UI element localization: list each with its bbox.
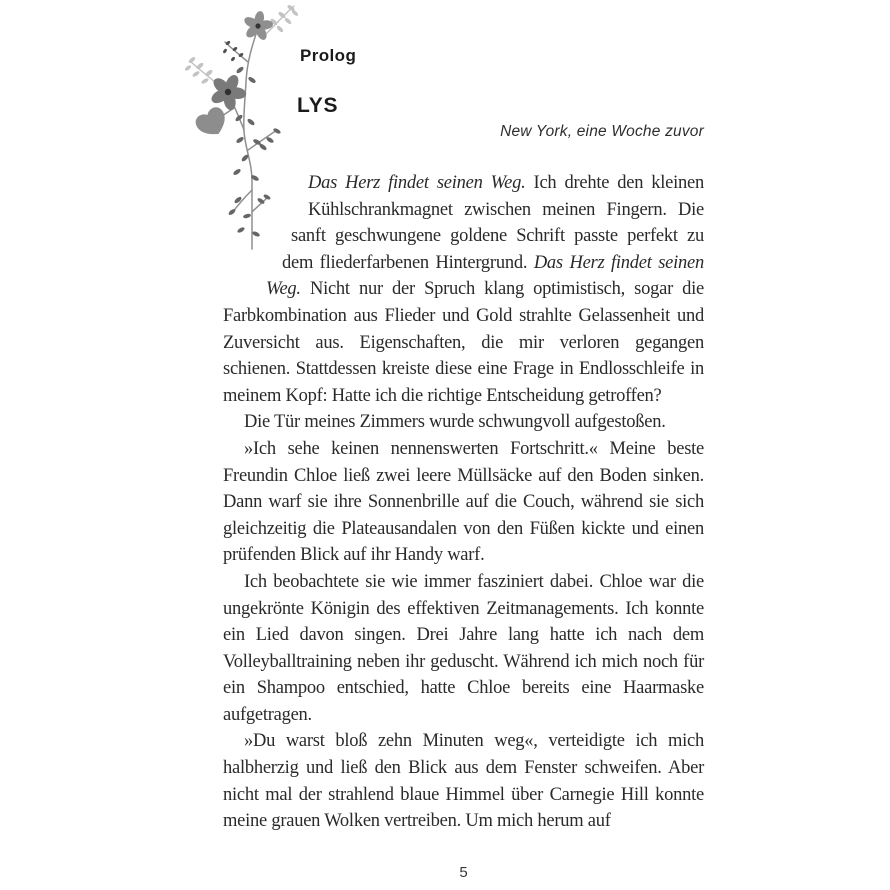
chapter-title: LYS — [297, 94, 339, 117]
body-paragraph: Ich beobachtete sie wie immer fasziniert dabei. Chloe war die ungekrönte Königin des effektiven Zeitmanagements. Ich konnte ein Lied davon singen. Drei Jahre lang hatte ich nach dem Volleyballtraining neben ihr geduscht. Während ich mich noch für ein Shampoo entschied, hatte Chloe bereits eine Haarmaske aufgetragen. — [223, 571, 704, 725]
body-paragraph: »Du warst bloß zehn Minuten weg«, verteidigte ich mich halbherzig und ließ den Blick aus dem Fenster schweifen. Aber nicht mal der strahlend blaue Himmel über Carnegie Hill konnte meine grauen Wolken vertreiben. Um mich herum auf — [223, 731, 704, 832]
dateline: New York, eine Woche zuvor — [500, 123, 704, 140]
body-paragraph: »Ich sehe keinen nennenswerten Fortschritt.« Meine beste Freundin Chloe ließ zwei leere Müllsäcke auf den Boden sinken. Dann warf sie ihre Sonnenbrille auf die Couch, während sie sich gleichzeitig die Plateausandalen von den Füßen kickte und einen prüfenden Blick auf ihr Handy warf. — [223, 438, 704, 566]
body-paragraph: Die Tür meines Zimmers wurde schwungvoll aufgestoßen. — [244, 412, 666, 433]
page-content — [223, 0, 704, 890]
body-text — [223, 170, 704, 835]
chapter-label: Prolog — [300, 46, 357, 65]
body-paragraph: Das Herz findet seinen Weg. Ich drehte den kleinen Kühlschrankmagnet zwischen meinen Fingern. Die sanft geschwungene goldene Schrift passte perfekt zu dem fliederfarbenen Hintergrund. Das Herz findet seinen Weg. Nicht nur der Spruch klang optimistisch, sogar die Farbkombination aus Flieder und Gold strahlte Gelassenheit und Zuversicht aus. Eigenschaften, die mir verloren gegangen schienen. Stattdessen kreiste diese eine Frage in Endlosschleife in meinem Kopf: Hatte ich die richtige Entscheidung getroffen? — [223, 170, 704, 409]
page-number: 5 — [459, 864, 468, 881]
